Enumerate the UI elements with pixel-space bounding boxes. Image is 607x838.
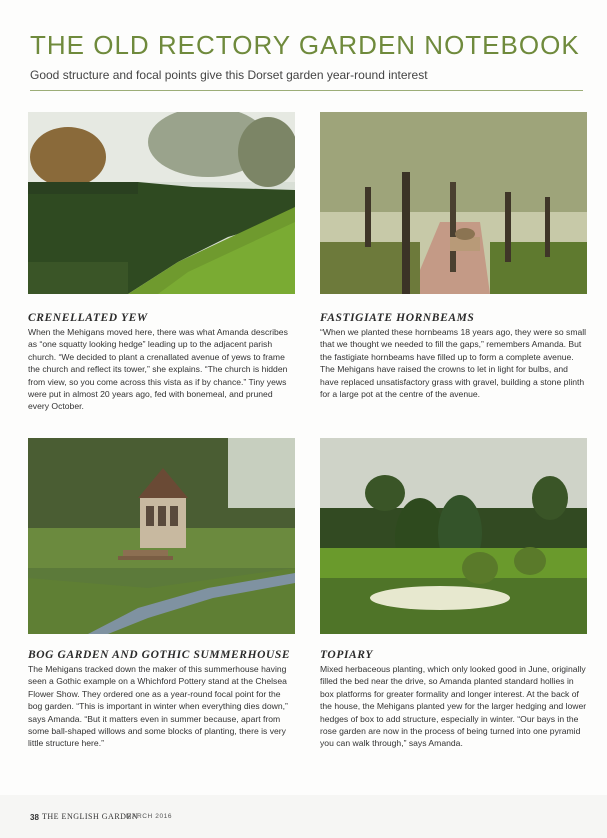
header-rule (30, 90, 583, 91)
section-heading: CRENELLATED YEW (28, 312, 148, 324)
section-heading: BOG GARDEN AND GOTHIC SUMMERHOUSE (28, 649, 291, 661)
section-body: When the Mehigans moved here, there was what Amanda describes as “one squatty looking hedge” leading up to the adjacent parish church. “We decided to plant a crenallated avenue of yews to frame the church and reflect its tower,” she explains. “The church is hidden from view, so you come across this vista as if by chance.” Tiny yews were put in almost 20 years ago, fed with bonemeal, and pruned every October. (28, 327, 288, 412)
photo-topiary (320, 438, 587, 634)
photo-bog-garden-summerhouse (28, 438, 295, 634)
section-topiary (320, 649, 587, 750)
photo-crenellated-yew (28, 112, 295, 294)
magazine-name: THE ENGLISH GARDEN (42, 812, 139, 821)
page-title: THE OLD RECTORY GARDEN NOTEBOOK (30, 30, 580, 60)
section-body: Mixed herbaceous planting, which only looked good in June, originally filled the bed near the drive, so Amanda planted standard hollies in box platforms for greater formality and longer interest. At the back of the house, the Mehigans planted yew for the larger hedging and lower hedges of box to add structure, especially in winter. “Our bays in the rose garden are now in the process of being turned into one pyramid you can walk through,” says Amanda. (320, 664, 587, 749)
page-number: 38 (30, 813, 39, 822)
section-bog-garden (28, 649, 295, 750)
section-fastigiate-hornbeams (320, 312, 587, 400)
photo-fastigiate-hornbeams (320, 112, 587, 294)
section-heading: TOPIARY (320, 649, 373, 661)
standfirst: Good structure and focal points give this Dorset garden year-round interest (30, 68, 428, 82)
section-body: The Mehigans tracked down the maker of this summerhouse having seen a Gothic example on a Whichford Pottery stand at the Chelsea Flower Show. They ordered one as a year-round focal point for the bog garden. “This is important in winter when everything dies down,” says Amanda. “But it matters even in summer because, apart from some ball-shaped willows and some blocks of planting, there is very little structure here.” (28, 664, 288, 749)
issue-date: MARCH 2016 (126, 813, 173, 820)
section-body: “When we planted these hornbeams 18 years ago, they were so small that we thought we needed to fill the gaps,” remembers Amanda. But the fastigiate hornbeams have filled up to form a complete avenue. The Mehigans have raised the crowns to let in light for bulbs, and have replaced unsatisfactory grass with gravel, building a stone plinth for a large pot at the centre of the avenue. (320, 327, 587, 400)
section-crenellated-yew (28, 312, 295, 413)
section-heading: FASTIGIATE HORNBEAMS (320, 312, 475, 324)
page-footer (0, 795, 607, 838)
